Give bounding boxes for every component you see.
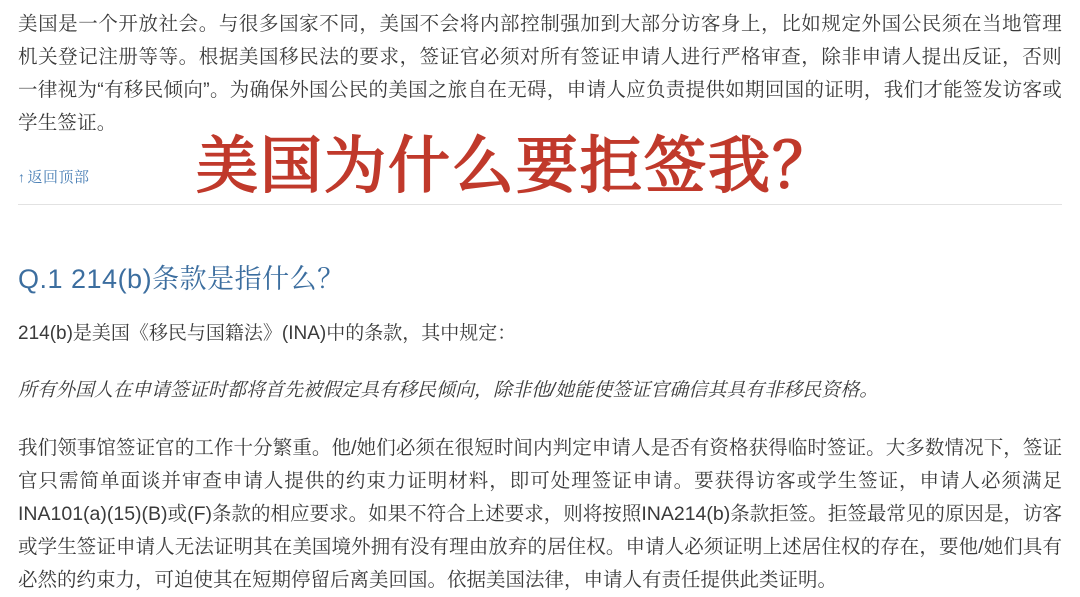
answer-body-paragraph: 我们领事馆签证官的工作十分繁重。他/她们必须在很短时间内判定申请人是否有资格获得临时签证。大多数情况下，签证官只需简单面谈并审查申请人提供的约束力证明材料，即可处理签证申请。要获得访客或学生签证，申请人必须满足INA101(a)(15)(B)或(F)条款的相应要求。如果不符合上述要求，则将按照INA214(b)条款拒签。拒签最常见的原因是，访客或学生签证申请人无法证明其在美国境外拥有没有理由放弃的居住权。申请人必须证明上述居住权的存在，要他/她们具有必然的约束力，可迫使其在短期停留后离美回国。依据美国法律，申请人有责任提供此类证明。 [18,437,1062,592]
back-to-top-link[interactable] [18,166,90,187]
arrow-up-icon: ↑ [18,169,26,185]
quoted-law-text: 所有外国人在申请签证时都将首先被假定具有移民倾向，除非他/她能使签证官确信其具有非移民资格。 [18,380,879,402]
intro-paragraph: 美国是一个开放社会。与很多国家不同，美国不会将内部控制强加到大部分访客身上，比如规定外国公民须在当地管理机关登记注册等等。根据美国移民法的要求，签证官必须对所有签证申请人进行严格审查，除非申请人提出反证，否则一律视为“有移民倾向”。为确保外国公民的美国之旅自在无碍，申请人应负责提供如期回国的证明，我们才能签发访客或学生签证。 [18,13,1062,134]
back-to-top-label: 返回顶部 [27,169,90,186]
answer-lead-paragraph: 214(b)是美国《移民与国籍法》(INA)中的条款，其中规定： [18,323,517,345]
watermark-title: 美国为什么要拒签我？ [196,129,837,202]
section-divider [18,204,1062,205]
question-heading: Q.1 214(b)条款是指什么？ [18,264,345,294]
